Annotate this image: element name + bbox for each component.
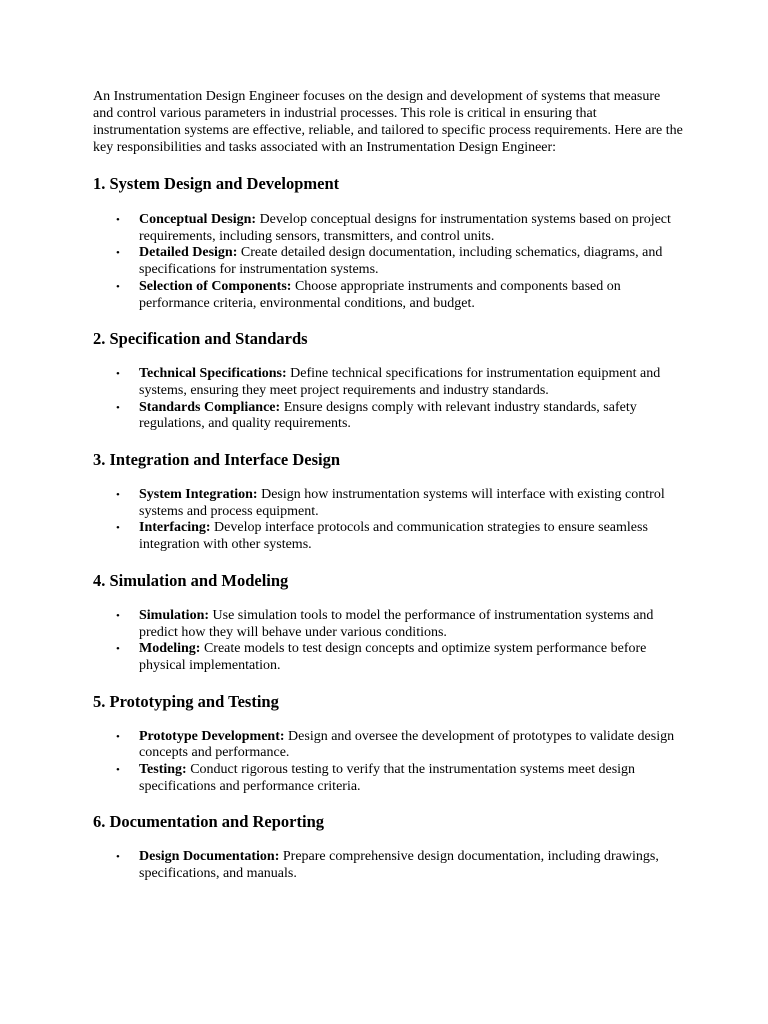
bullet-icon: • — [116, 609, 120, 622]
bullet-icon: • — [116, 368, 120, 381]
bullet-icon: • — [116, 214, 120, 226]
list-item — [93, 245, 683, 278]
item-text: Conduct rigorous testing to verify that the instrumentation systems meet design specifications and performance criteria. — [139, 762, 636, 794]
item-term: Simulation: — [139, 607, 210, 623]
list-item — [93, 400, 683, 433]
list-item — [93, 520, 683, 553]
bullet-icon: • — [116, 764, 120, 777]
list-item — [93, 487, 683, 520]
section-heading-prototyping: 5. Prototyping and Testing — [93, 691, 279, 711]
bullet-icon: • — [116, 489, 120, 502]
section-heading-integration: 3. Integration and Interface Design — [93, 450, 341, 470]
section-list-system-design — [93, 212, 683, 312]
list-item — [93, 849, 683, 882]
list-item — [93, 366, 683, 399]
bullet-icon: • — [116, 730, 120, 743]
bullet-icon: • — [116, 280, 120, 293]
section-list-documentation — [93, 849, 683, 882]
bullet-icon: • — [116, 522, 120, 535]
list-item — [93, 212, 683, 245]
item-text: Choose appropriate instruments and components based on performance criteria, environmental conditions, and budget. — [139, 278, 621, 311]
list-item — [93, 641, 683, 674]
list-item — [93, 608, 683, 641]
item-term: Design Documentation: — [139, 849, 280, 865]
item-text: Design and oversee the development of prototypes to validate design concepts and performance. — [139, 728, 675, 761]
item-text: Create detailed design documentation, including schematics, diagrams, and specifications for instrumentation systems. — [139, 245, 663, 278]
bullet-icon: • — [116, 643, 120, 656]
item-term: Detailed Design: — [139, 245, 238, 261]
item-term: Interfacing: — [139, 520, 211, 536]
item-term: Standards Compliance: — [139, 399, 281, 415]
item-text: Ensure designs comply with relevant industry standards, safety regulations, and quality requirements. — [139, 399, 637, 432]
item-term: System Integration: — [139, 487, 258, 503]
section-list-prototyping — [93, 729, 683, 796]
section-heading-system-design: 1. System Design and Development — [93, 174, 340, 193]
section-heading-documentation: 6. Documentation and Reporting — [93, 812, 325, 832]
section-list-simulation — [93, 608, 683, 675]
item-text: Define technical specifications for instrumentation equipment and systems, ensuring they meet project requirements and industry standards. — [139, 366, 661, 398]
section-list-integration — [93, 487, 683, 554]
item-text: Create models to test design concepts and optimize system performance before physical implementation. — [139, 641, 647, 673]
item-term: Testing: — [139, 762, 187, 778]
item-term: Prototype Development: — [139, 728, 285, 744]
item-text: Design how instrumentation systems will interface with existing control systems and process equipment. — [139, 487, 665, 519]
item-term: Modeling: — [139, 641, 201, 657]
section-heading-specification: 2. Specification and Standards — [93, 329, 308, 349]
section-list-specification — [93, 366, 683, 433]
bullet-icon: • — [116, 247, 120, 260]
section-heading-simulation: 4. Simulation and Modeling — [93, 570, 289, 590]
list-item — [93, 762, 683, 795]
item-term: Technical Specifications: — [139, 366, 287, 382]
bullet-icon: • — [116, 851, 120, 864]
list-item — [93, 279, 683, 312]
item-text: Develop interface protocols and communication strategies to ensure seamless integration with other systems. — [139, 520, 648, 553]
item-term: Conceptual Design: — [139, 212, 257, 227]
item-text: Prepare comprehensive design documentation, including drawings, specifications, and manuals. — [139, 849, 659, 882]
item-term: Selection of Components: — [139, 278, 292, 294]
bullet-icon: • — [116, 401, 120, 414]
item-text: Use simulation tools to model the performance of instrumentation systems and predict how they will behave under various conditions. — [139, 607, 654, 640]
document-page — [93, 88, 683, 883]
item-text: Develop conceptual designs for instrumentation systems based on project requirements, including sensors, transmitters, and control units. — [139, 212, 671, 244]
intro-paragraph: An Instrumentation Design Engineer focuses on the design and development of systems that measure and control various parameters in industrial processes. This role is critical in ensuring that instrumentation systems are effective, reliable, and tailored to specific process requirements. Here are the key responsibilities and tasks associated with an Instrumentation Design Engineer: — [93, 89, 683, 155]
list-item — [93, 729, 683, 762]
